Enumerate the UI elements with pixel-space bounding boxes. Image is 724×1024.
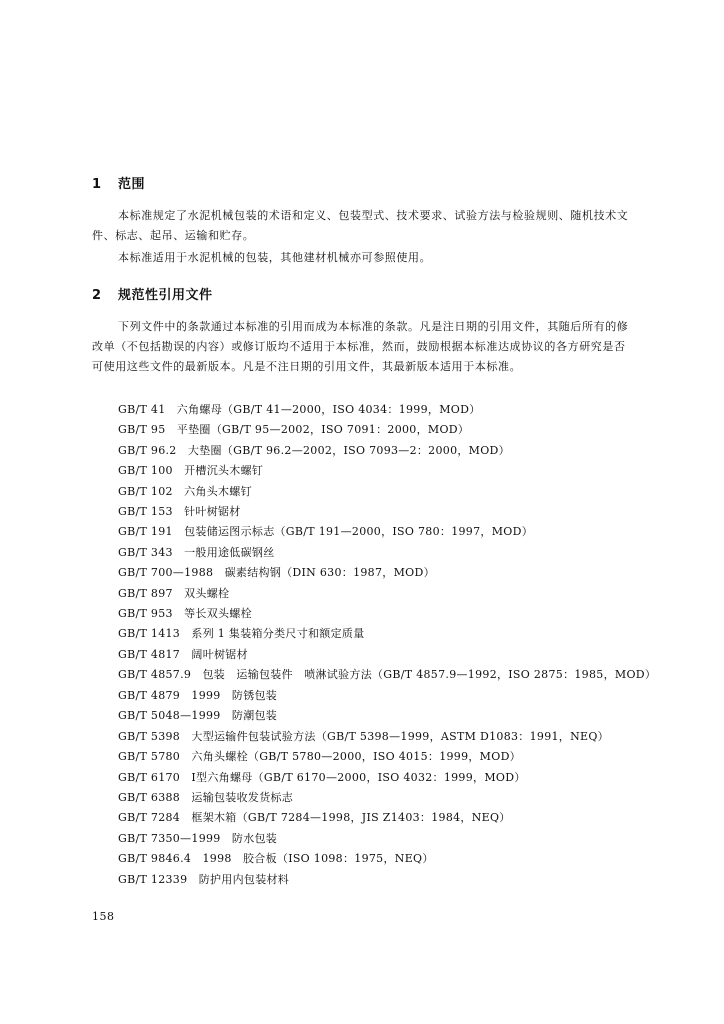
reference-item: GB/T 96.2 大垫圈（GB/T 96.2—2002，ISO 7093—2：2000，MOD） [118,443,510,457]
page-number: 158 [92,910,115,923]
reference-item: GB/T 953 等长双头螺栓 [118,606,252,620]
reference-item: GB/T 700—1988 碳素结构钢（DIN 630：1987，MOD） [118,566,435,580]
reference-item: GB/T 41 六角螺母（GB/T 41—2000，ISO 4034：1999，MOD） [118,403,481,416]
section-title: 范围 [118,177,146,192]
reference-item: GB/T 7284 框架木箱（GB/T 7284—1998，JIS Z1403：1984，NEQ） [118,811,511,825]
reference-item: GB/T 4817 阔叶树锯材 [118,647,248,661]
reference-list [92,400,657,890]
section-number: 1 [92,177,102,192]
reference-item: GB/T 6170 Ⅰ型六角螺母（GB/T 6170—2000，ISO 4032：1999，MOD） [118,770,526,784]
scope-paragraph-1: 本标准规定了水泥机械包装的术语和定义、包装型式、技术要求、试验方法与检验规则、随机技术文件、标志、起吊、运输和贮存。 [92,209,629,242]
section-heading-scope [92,173,145,192]
reference-item: GB/T 5048—1999 防潮包装 [118,709,278,723]
reference-item: GB/T 897 双头螺栓 [118,586,230,600]
section-title: 规范性引用文件 [118,288,213,303]
reference-item: GB/T 4857.9 包装 运输包装件 喷淋试验方法（GB/T 4857.9—1992，ISO 2875：1985，MOD） [118,668,657,682]
reference-item: GB/T 153 针叶树锯材 [118,504,241,518]
normative-paragraph: 下列文件中的条款通过本标准的引用而成为本标准的条款。凡是注日期的引用文件，其随后所有的修改单（不包括勘误的内容）或修订版均不适用于本标准，然而，鼓励根据本标准达成协议的各方研究是否可使用这些文件的最新版本。凡是不注日期的引用文件，其最新版本适用于本标准。 [92,320,629,373]
reference-item: GB/T 102 六角头木螺钉 [118,484,252,498]
scope-paragraph-2: 本标准适用于水泥机械的包装，其他建材机械亦可参照使用。 [118,251,432,264]
reference-item: GB/T 4879 1999 防锈包装 [118,689,278,703]
reference-item: GB/T 191 包装储运图示标志（GB/T 191—2000，ISO 780：1997，MOD） [118,525,533,539]
reference-item: GB/T 9846.4 1998 胶合板（ISO 1098：1975，NEQ） [118,852,434,866]
reference-item: GB/T 95 平垫圈（GB/T 95—2002，ISO 7091：2000，MOD） [118,423,470,437]
section-number: 2 [92,288,102,303]
reference-item: GB/T 12339 防护用内包装材料 [118,872,290,886]
reference-item: GB/T 5398 大型运输件包装试验方法（GB/T 5398—1999，ASTM D1083：1991，NEQ） [118,729,609,743]
reference-item: GB/T 7350—1999 防水包装 [118,831,278,845]
reference-item: GB/T 343 一般用途低碳钢丝 [118,545,275,559]
reference-item: GB/T 100 开槽沉头木螺钉 [118,464,264,478]
reference-item: GB/T 5780 六角头螺栓（GB/T 5780—2000，ISO 4015：1999，MOD） [118,750,521,764]
reference-item: GB/T 6388 运输包装收发货标志 [118,791,294,805]
section-heading-normative [92,284,213,303]
reference-item: GB/T 1413 系列 1 集装箱分类尺寸和额定质量 [118,627,365,641]
